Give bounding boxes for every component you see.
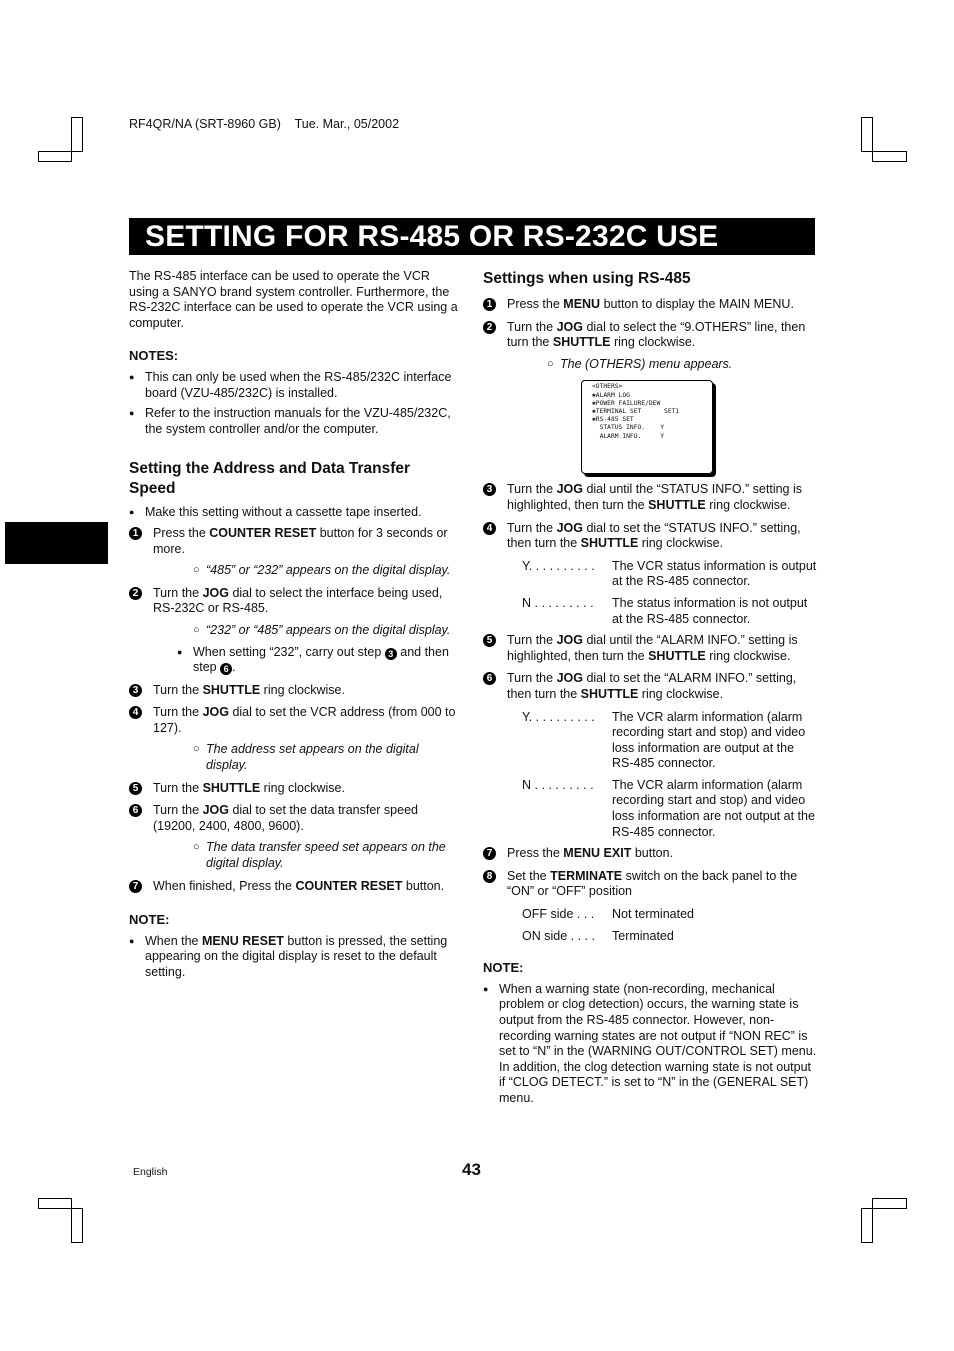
others-menu-screen — [581, 380, 713, 474]
page-number: 43 — [462, 1160, 481, 1179]
step-5: 5 Turn the JOG dial until the “ALARM INFO.” setting is highlighted, then turn the SHUTTLE ring clockwise. — [483, 633, 818, 664]
screen-line: ✱ALARM LOG — [592, 391, 630, 399]
step-number: 2 — [483, 321, 496, 334]
step-number: 2 — [129, 587, 142, 600]
note-heading: NOTE: — [129, 912, 170, 928]
step-number: 6 — [483, 672, 496, 685]
crop-mark-top-right — [861, 117, 862, 152]
step-result: ○ “485” or “232” appears on the digital display. — [153, 563, 459, 579]
note-heading: NOTE: — [483, 960, 524, 976]
screen-line: STATUS INFO. Y — [592, 424, 665, 432]
intro-paragraph: The RS-485 interface can be used to operate the VCR using a SANYO brand system controller. Furthermore, the RS-232C interface can be used to operate the VCR using a computer. — [129, 269, 458, 330]
step-number: 5 — [483, 634, 496, 647]
crop-mark-top-left — [38, 151, 83, 152]
right-column — [483, 269, 818, 1112]
crop-mark-top-right — [861, 151, 907, 152]
option-row — [483, 778, 818, 840]
crop-mark-bottom-right — [861, 1208, 862, 1243]
crop-mark-top-right — [872, 161, 907, 162]
screen-line: ✱TERMINAL SET SET1 — [592, 407, 680, 415]
crop-mark-top-left — [38, 161, 72, 162]
screen-line: ALARM INFO. Y — [592, 432, 665, 440]
option-description: Terminated — [612, 928, 674, 943]
option-key: Y. . . . . . . . . . — [522, 558, 595, 573]
step-5: 5 Turn the SHUTTLE ring clockwise. — [129, 781, 459, 797]
title-banner — [129, 218, 815, 255]
step-8: 8 Set the TERMINATE switch on the back panel to the “ON” or “OFF” position — [483, 869, 818, 900]
step-7: 7 When finished, Press the COUNTER RESET button. — [129, 879, 459, 895]
step-number: 1 — [483, 298, 496, 311]
page-title: SETTING FOR RS-485 OR RS-232C USE — [145, 220, 719, 253]
crop-mark-bottom-right — [872, 1198, 873, 1243]
step-number: 8 — [483, 870, 496, 883]
step-tip: ● When setting “232”, carry out step 3 and then step 6 . — [153, 645, 459, 676]
crop-mark-bottom-left — [38, 1208, 83, 1209]
step-number: 4 — [483, 522, 496, 535]
step-2: 2 Turn the JOG dial to select the “9.OTHERS” line, then turn the SHUTTLE ring clockwise. ○ The (OTHERS) menu appears. — [483, 320, 818, 373]
crop-mark-bottom-right — [861, 1242, 873, 1243]
option-row — [483, 929, 818, 945]
crop-mark-top-left — [82, 117, 83, 152]
step-result: ○ The data transfer speed set appears on the digital display. — [153, 840, 459, 871]
screen-line: ✱POWER FAILURE/DEW — [592, 399, 661, 407]
step-4: 4 Turn the JOG dial to set the VCR address (from 000 to 127). ○ The address set appears on the digital display. — [129, 705, 459, 773]
section-tab-marker — [5, 522, 108, 564]
crop-mark-bottom-right — [872, 1198, 907, 1199]
step-number: 4 — [129, 706, 142, 719]
step-number: 1 — [129, 527, 142, 540]
step-6: 6 Turn the JOG dial to set the “ALARM INFO.” setting, then turn the SHUTTLE ring clockwise. — [483, 671, 818, 702]
crop-mark-bottom-right — [861, 1208, 907, 1209]
document-header: RF4QR/NA (SRT-8960 GB) Tue. Mar., 05/2002 — [129, 117, 400, 131]
step-number: 3 — [129, 684, 142, 697]
step-number: 7 — [129, 880, 142, 893]
option-row — [483, 596, 818, 627]
notes-heading: NOTES: — [129, 348, 179, 364]
section-heading-rs485: Settings when using RS-485 — [483, 270, 691, 287]
section-heading-address: Setting the Address and Data Transfer Speed — [129, 460, 411, 498]
crop-mark-top-left — [38, 151, 39, 162]
option-description: The VCR alarm information (alarm recording start and stop) and video loss information are output at the RS-485 connector. — [612, 709, 806, 771]
note-item: ● When the MENU RESET button is pressed, the setting appearing on the digital display is reset to the default setting. — [129, 934, 459, 981]
crop-mark-top-left — [71, 117, 72, 162]
left-column — [129, 269, 459, 986]
option-description: Not terminated — [612, 907, 694, 922]
option-row — [483, 559, 818, 590]
option-key: ON side . . . . — [522, 928, 595, 943]
step-number: 7 — [483, 847, 496, 860]
crop-mark-top-right — [906, 151, 907, 162]
note-item: ● When a warning state (non-recording, mechanical problem or clog detection) occurs, the warning state is output from the RS-485 connector. However, non-recording warning states are not output if “NON REC” is set to “N” in the (WARNING OUT/CONTROL SET) menu. In addition, the clog detection warning state is not output if “CLOG DETECT.” is set to “N” in the (GENERAL SET) menu. — [483, 982, 818, 1107]
screen-line: <OTHERS> — [592, 383, 623, 391]
step-6: 6 Turn the JOG dial to set the data transfer speed (19200, 2400, 4800, 9600). ○ The data transfer speed set appears on the digital display. — [129, 803, 459, 871]
step-number: 3 — [483, 483, 496, 496]
step-result: ○ The (OTHERS) menu appears. — [507, 357, 818, 373]
option-key: N . . . . . . . . . — [522, 595, 594, 610]
step-1: 1 Press the MENU button to display the MAIN MENU. — [483, 297, 818, 313]
option-description: The status information is not output at the RS-485 connector. — [612, 595, 808, 626]
step-4: 4 Turn the JOG dial to set the “STATUS INFO.” setting, then turn the SHUTTLE ring clockwise. — [483, 521, 818, 552]
step-2: 2 Turn the JOG dial to select the interface being used, RS-232C or RS-485. ○ “232” or “485” appears on the digital display. ● When setting “232”, carry out step 3 and then step 6 . — [129, 586, 459, 676]
crop-mark-bottom-left — [38, 1198, 72, 1199]
option-key: OFF side . . . — [522, 907, 595, 922]
crop-mark-bottom-left — [71, 1198, 72, 1243]
crop-mark-top-right — [872, 117, 873, 162]
option-row — [483, 710, 818, 772]
step-result: ○ The address set appears on the digital display. — [153, 742, 459, 773]
option-key: Y. . . . . . . . . . — [522, 709, 595, 724]
option-description: The VCR alarm information (alarm recording start and stop) and video loss information are not output at the RS-485 connector. — [612, 777, 815, 839]
note-item: ● Refer to the instruction manuals for the VZU-485/232C, the system controller and/or the computer. — [129, 406, 459, 437]
step-number: 6 — [129, 804, 142, 817]
note-item: ● This can only be used when the RS-485/232C interface board (VZU-485/232C) is installed. — [129, 370, 459, 401]
option-key: N . . . . . . . . . — [522, 777, 594, 792]
crop-mark-bottom-left — [71, 1242, 83, 1243]
pre-step-note: ● Make this setting without a cassette tape inserted. — [129, 505, 459, 521]
step-3: 3 Turn the SHUTTLE ring clockwise. — [129, 683, 459, 699]
screen-line: ✱RS-485 SET — [592, 416, 634, 424]
crop-mark-top-left — [71, 117, 82, 118]
step-number: 5 — [129, 782, 142, 795]
step-1: 1 Press the COUNTER RESET button for 3 seconds or more. ○ “485” or “232” appears on the digital display. — [129, 526, 459, 579]
step-7: 7 Press the MENU EXIT button. — [483, 846, 818, 862]
footer-language: English — [133, 1166, 168, 1178]
crop-mark-bottom-left — [82, 1208, 83, 1243]
step-3: 3 Turn the JOG dial until the “STATUS INFO.” setting is highlighted, then turn the SHUTTLE ring clockwise. — [483, 482, 818, 513]
option-row — [483, 907, 818, 923]
step-result: ○ “232” or “485” appears on the digital display. — [153, 623, 459, 639]
option-description: The VCR status information is output at the RS-485 connector. — [612, 558, 817, 589]
